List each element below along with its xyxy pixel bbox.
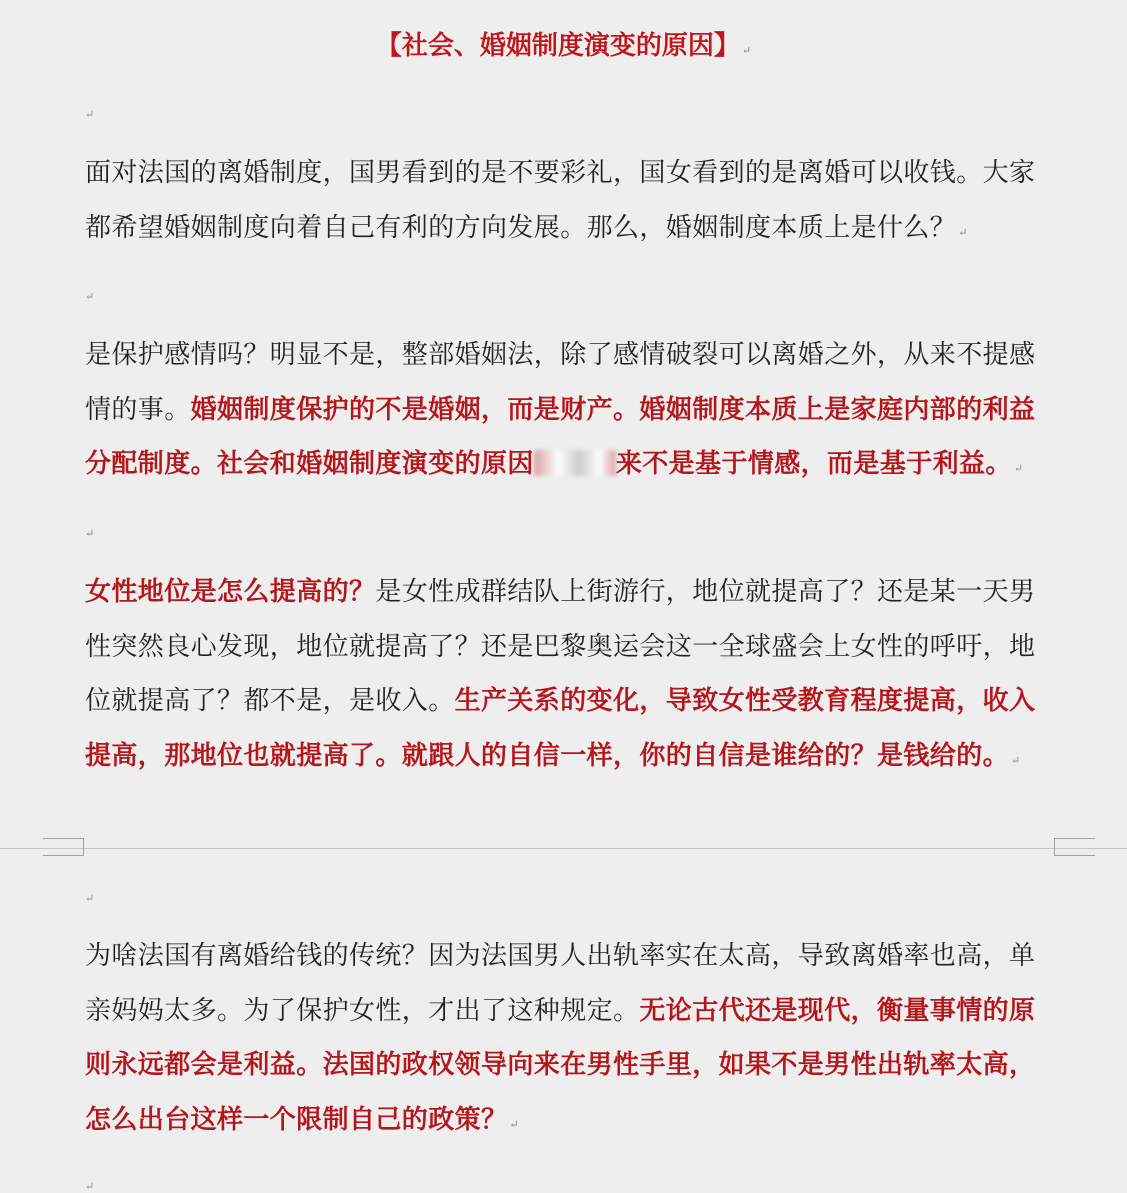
paragraph-2-text: 是保护感情吗？明显不是，整部婚姻法，除了感情破裂可以离婚之外，从来不提感情的事。 <box>85 340 1036 425</box>
paragraph-3[interactable] <box>85 565 1060 788</box>
paragraph-mark: ↵ <box>741 44 752 57</box>
page-break <box>0 848 1127 849</box>
redacted-blur <box>534 450 616 476</box>
empty-paragraph-mark: ↵ <box>85 892 95 905</box>
empty-paragraph-mark: ↵ <box>85 1180 95 1193</box>
empty-paragraph-mark: ↵ <box>85 290 95 303</box>
paragraph-2-emphasis-a: 婚姻制度保护的不是婚姻，而是财产。婚姻制度本质上是家庭内部的利益分配制度。社会和婚姻制度演变的原因 <box>85 394 1036 479</box>
paragraph-mark: ↵ <box>958 225 968 239</box>
paragraph-3-text: 是女性成群结队上街游行，地位就提高了？还是某一天男性突然良心发现，地位就提高了？还是巴黎奥运会这一全球盛会上女性的呼吁，地位就提高了？都不是，是收入。 <box>85 577 1036 716</box>
title-text: 【社会、婚姻制度演变的原因】 <box>375 31 740 61</box>
empty-paragraph-mark: ↵ <box>85 527 95 540</box>
paragraph-3-emphasis-b: 生产关系的变化，导致女性受教育程度提高，收入提高，那地位也就提高了。就跟人的自信一样，你的自信是谁给的？是钱给的。 <box>85 686 1036 771</box>
paragraph-3-emphasis-a: 女性地位是怎么提高的？ <box>85 577 376 607</box>
paragraph-1[interactable] <box>85 146 1060 260</box>
margin-corner-mark <box>1054 849 1095 856</box>
paragraph-4-emphasis: 无论古代还是现代，衡量事情的原则永远都会是利益。法国的政权领导向来在男性手里，如果不是男性出轨率太高，怎么出台这样一个限制自己的政策？ <box>85 995 1036 1135</box>
paragraph-2-emphasis-b: 来不是基于情感，而是基于利益。 <box>615 449 1012 479</box>
empty-paragraph-mark: ↵ <box>85 108 95 121</box>
paragraph-1-text: 面对法国的离婚制度，国男看到的是不要彩礼，国女看到的是离婚可以收钱。大家都希望婚姻制度向着自己有利的方向发展。那么，婚姻制度本质上是什么？ <box>85 158 1036 243</box>
document-title[interactable] <box>0 22 1127 75</box>
paragraph-4[interactable] <box>85 929 1060 1152</box>
margin-corner-mark <box>43 849 84 856</box>
paragraph-2[interactable] <box>85 328 1060 497</box>
paragraph-mark: ↵ <box>1011 753 1021 767</box>
paragraph-4-text: 为啥法国有离婚给钱的传统？因为法国男人出轨率实在太高，导致离婚率也高，单亲妈妈太多。为了保护女性，才出了这种规定。 <box>85 941 1036 1026</box>
paragraph-mark: ↵ <box>1013 462 1024 475</box>
paragraph-mark: ↵ <box>509 1117 520 1131</box>
